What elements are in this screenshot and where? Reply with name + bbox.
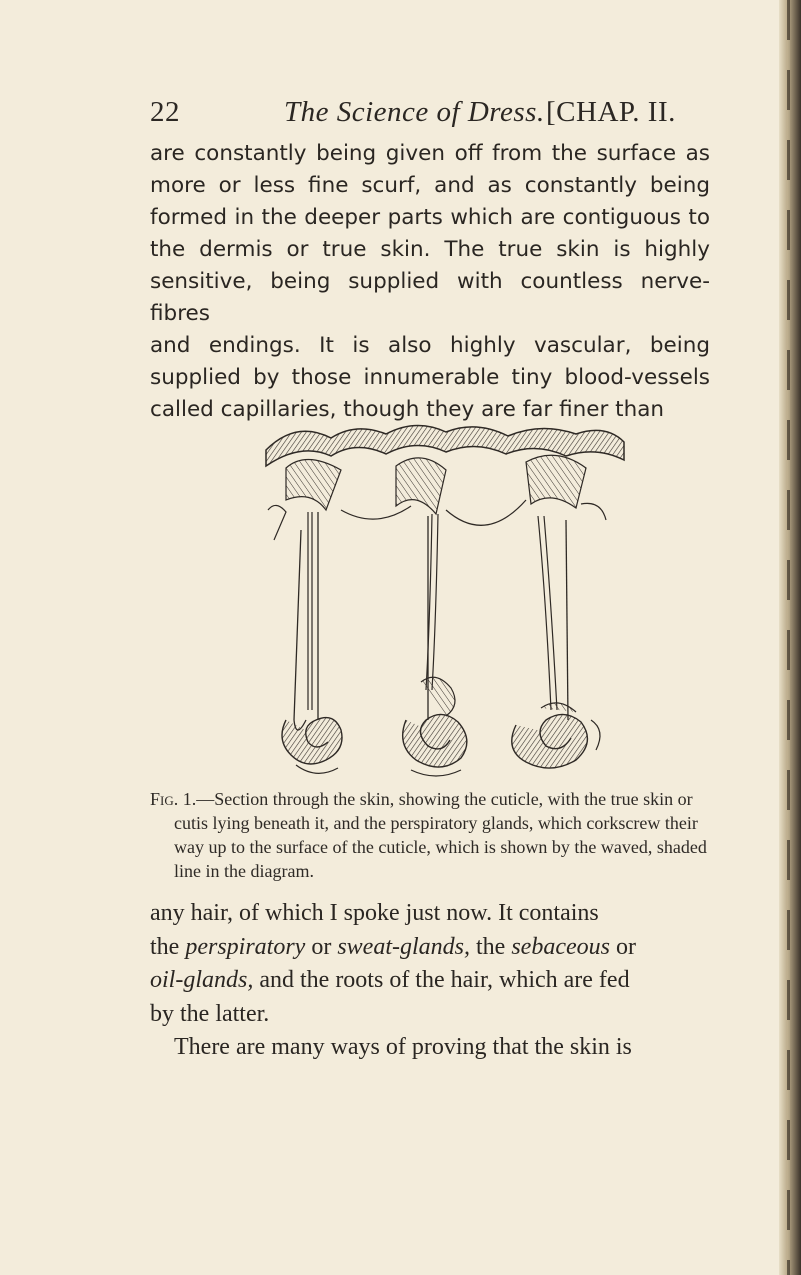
text-line: are constantly being given off from the surface as (150, 141, 710, 166)
text-fragment: the (150, 933, 186, 960)
caption-text: —Section through the skin, showing the cuticle, with the true skin or cutis lying beneath it, and the perspiratory glands, which corkscrew their way up to the surface of the cuticle, which is shown by the waved, shaded line in the diagram. (174, 789, 707, 881)
page-number: 22 (150, 96, 180, 128)
caption-lead: Fig. 1. (150, 789, 197, 809)
term-oil-glands: oil-glands, (150, 967, 254, 993)
term-perspiratory: perspiratory (185, 933, 306, 960)
text-line: the dermis or true skin. The true skin is highly (150, 237, 710, 262)
text-line: called capillaries, though they are far finer than (150, 397, 665, 422)
text-fragment: the (470, 933, 512, 960)
sweat-duct-right (538, 516, 557, 710)
text-line: supplied by those innumerable tiny blood-vessels (150, 365, 710, 390)
text-line: formed in the deeper parts which are contiguous to (150, 205, 710, 230)
gland-coil-left (282, 718, 342, 774)
paragraph-3-line: There are many ways of proving that the skin is (174, 1034, 632, 1060)
skin-section-figure (246, 420, 642, 780)
paragraph-2 (150, 897, 714, 1065)
gland-coil-middle (403, 677, 467, 776)
text-line: any hair, of which I spoke just now. It contains (150, 900, 599, 926)
paragraph-1 (150, 138, 710, 426)
chapter-label: [CHAP. II. (546, 96, 676, 128)
term-sebaceous: sebaceous (511, 933, 610, 960)
text-line (150, 964, 714, 998)
sweat-duct-left (308, 512, 312, 710)
term-sweat-glands: sweat-glands, (337, 933, 470, 960)
page-edge-shadow (779, 0, 801, 1275)
figure-caption (150, 787, 710, 883)
text-fragment: or (609, 933, 636, 960)
gland-coil-right (512, 703, 600, 768)
text-fragment: and the roots of the hair, which are fed (253, 967, 630, 993)
text-line: sensitive, being supplied with countless nerve-fibres (150, 269, 710, 326)
text-line: more or less fine scurf, and as constantly being (150, 173, 710, 198)
text-fragment: or (305, 933, 338, 960)
text-line: and endings. It is also highly vascular, being (150, 333, 710, 358)
book-title: The Science of Dress. (284, 96, 545, 128)
text-line: by the latter. (150, 1000, 270, 1027)
cuticle-waved-surface (266, 425, 624, 540)
text-line (150, 931, 714, 965)
